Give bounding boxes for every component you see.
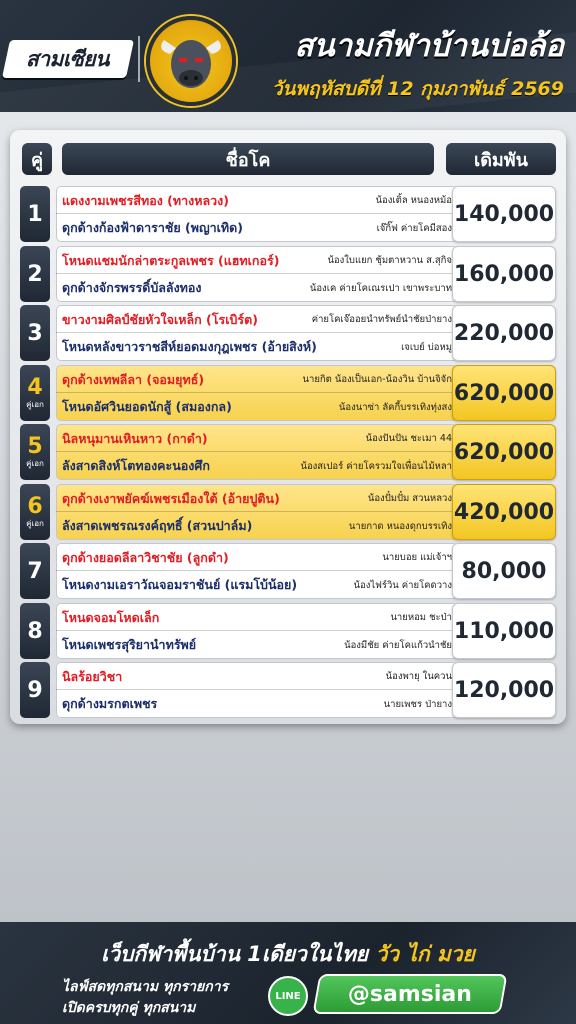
- fighters-box: [56, 484, 458, 540]
- red-corner-owner: น้องพายุ ในควน: [385, 671, 452, 682]
- match-number-value: 3: [27, 320, 43, 346]
- match-number: [20, 484, 50, 540]
- column-header-names: ชื่อโค: [62, 143, 434, 175]
- blue-corner-row: [56, 632, 458, 658]
- red-corner-name: นิลหนุมานเหินหาว (กาดำ): [62, 430, 208, 446]
- match-number: [20, 246, 50, 302]
- fighters-box: [56, 186, 458, 242]
- red-corner-owner: ค่ายโคเจ๊ออยนำทรัพย์นำชัยป่ายาง: [311, 314, 452, 325]
- red-corner-name: ดุกด้างยอดลีลาวิชาชัย (ลูกดำ): [62, 549, 229, 565]
- blue-corner-owner: น้องไฟร์วิน ค่ายโคดวาง: [353, 579, 452, 591]
- blue-corner-owner: เจเบย์ บ่อหมู: [401, 341, 452, 353]
- bet-amount: 420,000: [452, 484, 556, 540]
- footer-all-pairs-text: เปิดครบทุกคู่ ทุกสนาม: [62, 1000, 196, 1016]
- bull-mascot-icon: [146, 16, 236, 106]
- match-number: [20, 424, 50, 480]
- bet-amount: 620,000: [452, 424, 556, 480]
- match-number-value: 6: [27, 494, 43, 519]
- match-number: [20, 662, 50, 718]
- line-handle-button[interactable]: [312, 974, 507, 1014]
- blue-corner-row: [56, 275, 458, 301]
- red-corner-name: ขาวงามศิลป์ชัยหัวใจเหล็ก (โรเบิร์ต): [62, 311, 258, 327]
- match-number: [20, 186, 50, 242]
- red-corner-name: ดุกด้างเทพลีลา (จอมยุทธ์): [62, 371, 205, 387]
- stadium-title: สนามกีฬาบ้านบ่อล้อ: [294, 28, 564, 64]
- match-number-value: 7: [27, 558, 43, 584]
- red-corner-owner: น้องเติ้ล หนองหม้อ: [375, 195, 452, 206]
- bet-amount: 110,000: [452, 603, 556, 659]
- red-corner-owner: นายหอม ชะป่า: [390, 612, 452, 623]
- match-row: [20, 662, 556, 718]
- blue-corner-owner: เจ๊กิ๊ฟ ค่ายโคมีสอง: [376, 222, 452, 234]
- column-header-pair: คู่: [22, 143, 52, 175]
- blue-corner-owner: นายเพชร ป่ายาง: [383, 698, 452, 710]
- red-corner-row: [56, 367, 458, 393]
- main-event-tag: คู่เอก: [26, 400, 44, 409]
- brand-name: สามเซียน: [26, 46, 110, 71]
- red-corner-name: ดุกด้างเงาพยัคฆ์เพชรเมืองใต้ (อ้ายปูติน): [62, 490, 280, 506]
- fighters-box: [56, 365, 458, 421]
- event-date: วันพฤหัสบดีที่ 12 กุมภาพันธ์ 2569: [271, 78, 564, 100]
- brand-divider: [138, 36, 140, 82]
- fighters-box: [56, 305, 458, 361]
- blue-corner-owner: น้องมีชัย ค่ายโคแก้วนำชัย: [344, 639, 452, 651]
- fighters-box: [56, 603, 458, 659]
- red-corner-row: [56, 307, 458, 333]
- match-row: [20, 603, 556, 659]
- match-row: [20, 305, 556, 361]
- fighters-box: [56, 246, 458, 302]
- column-header-bet: เดิมพัน: [446, 143, 556, 175]
- footer-tagline: [0, 938, 576, 971]
- match-row: [20, 365, 556, 421]
- blue-corner-row: [56, 572, 458, 598]
- blue-corner-row: [56, 513, 458, 539]
- footer-live-text: ไลฟ์สดทุกสนาม ทุกรายการ: [62, 979, 229, 995]
- red-corner-owner: น้องปั๋มปั๋ม สวนหลวง: [367, 493, 452, 504]
- red-corner-row: [56, 426, 458, 452]
- fighters-box: [56, 424, 458, 480]
- match-number-value: 5: [27, 434, 43, 459]
- match-number-value: 1: [27, 201, 43, 227]
- red-corner-name: แดงงามเพชรสีทอง (ทางหลวง): [62, 192, 229, 208]
- red-corner-row: [56, 486, 458, 512]
- blue-corner-name: ดุกด้างมรกตเพชร: [62, 696, 158, 711]
- red-corner-row: [56, 545, 458, 571]
- blue-corner-name: ดุกด้างจักรพรรดิ์บัลลังทอง: [62, 280, 202, 295]
- match-number-value: 4: [27, 375, 43, 400]
- blue-corner-name: โหนดงามเอราวัณจอมราชันย์ (แรมโบ้น้อย): [62, 577, 298, 592]
- bet-amount: 220,000: [452, 305, 556, 361]
- red-corner-owner: น้องปันปัน ชะเมา 44: [365, 433, 452, 444]
- red-corner-row: [56, 664, 458, 690]
- red-corner-owner: นายกิต น้องเป็นเอก-น้องวิน บ้านจิจัก: [302, 374, 452, 385]
- red-corner-owner: นายบอย แม่เจ้าฯ: [382, 552, 452, 563]
- match-number-value: 9: [27, 677, 43, 703]
- red-corner-row: [56, 188, 458, 214]
- bet-amount: 140,000: [452, 186, 556, 242]
- match-row: [20, 424, 556, 480]
- red-corner-name: โหนดแชมนักล่าตระกูลเพชร (แฮทเกอร์): [62, 252, 280, 268]
- bet-amount: 80,000: [452, 543, 556, 599]
- match-number-value: 2: [27, 261, 43, 287]
- blue-corner-owner: น้องนาซ่า ลัคกี้บรรเทิงทุ่งสง: [338, 401, 452, 413]
- blue-corner-name: โหนดหลังขาวราชสีห์ยอดมงกุฎเพชร (อ้ายสิงห์): [62, 339, 317, 354]
- match-row: [20, 186, 556, 242]
- match-number-value: 8: [27, 618, 43, 644]
- red-corner-row: [56, 248, 458, 274]
- match-number: [20, 305, 50, 361]
- blue-corner-name: ลังสาดเพชรณรงค์ฤทธิ์ (สวนปาล์ม): [62, 518, 253, 533]
- blue-corner-name: โหนดอัศวินยอดนักสู้ (สมองกล): [62, 399, 232, 414]
- blue-corner-name: ลังสาดสิงห์โตทองคะนองศึก: [62, 458, 210, 473]
- blue-corner-row: [56, 394, 458, 420]
- bet-amount: 160,000: [452, 246, 556, 302]
- match-row: [20, 246, 556, 302]
- blue-corner-row: [56, 215, 458, 241]
- main-event-tag: คู่เอก: [26, 459, 44, 468]
- blue-corner-row: [56, 453, 458, 479]
- main-event-tag: คู่เอก: [26, 519, 44, 528]
- blue-corner-owner: นายกาด หนองดุกบรรเทิง: [348, 520, 452, 532]
- red-corner-name: นิลร้อยวิชา: [62, 668, 123, 684]
- blue-corner-owner: น้องเค ค่ายโคเณรเปา เขาพระบาท: [309, 282, 452, 294]
- red-corner-owner: น้องใบแยก ชุ้มตาหวาน ส.สุกิจ: [327, 255, 452, 266]
- match-number: [20, 603, 50, 659]
- red-corner-row: [56, 605, 458, 631]
- match-number: [20, 365, 50, 421]
- blue-corner-name: ดุกด้างก้องฟ้าดาราชัย (พญาเทิด): [62, 220, 243, 235]
- header: [0, 0, 576, 112]
- match-row: [20, 484, 556, 540]
- blue-corner-name: โหนดเพชรสุริยานำทรัพย์: [62, 637, 197, 652]
- fighters-box: [56, 662, 458, 718]
- tagline-main: เว็บกีฬาพื้นบ้าน 1เดียวในไทย: [101, 942, 369, 966]
- fighters-box: [56, 543, 458, 599]
- brand-logo: [2, 40, 134, 78]
- tagline-sports: วัว ไก่ มวย: [375, 942, 475, 966]
- blue-corner-row: [56, 691, 458, 717]
- line-app-icon[interactable]: LINE: [268, 976, 308, 1016]
- match-number: [20, 543, 50, 599]
- match-row: [20, 543, 556, 599]
- line-handle-text: @samsian: [347, 981, 472, 1007]
- blue-corner-row: [56, 334, 458, 360]
- bet-amount: 620,000: [452, 365, 556, 421]
- bet-amount: 120,000: [452, 662, 556, 718]
- blue-corner-owner: น้องสเปอร์ ค่ายโครวมใจเพื่อนไม้หลา: [300, 460, 452, 472]
- red-corner-name: โหนดจอมโหดเล็ก: [62, 609, 160, 625]
